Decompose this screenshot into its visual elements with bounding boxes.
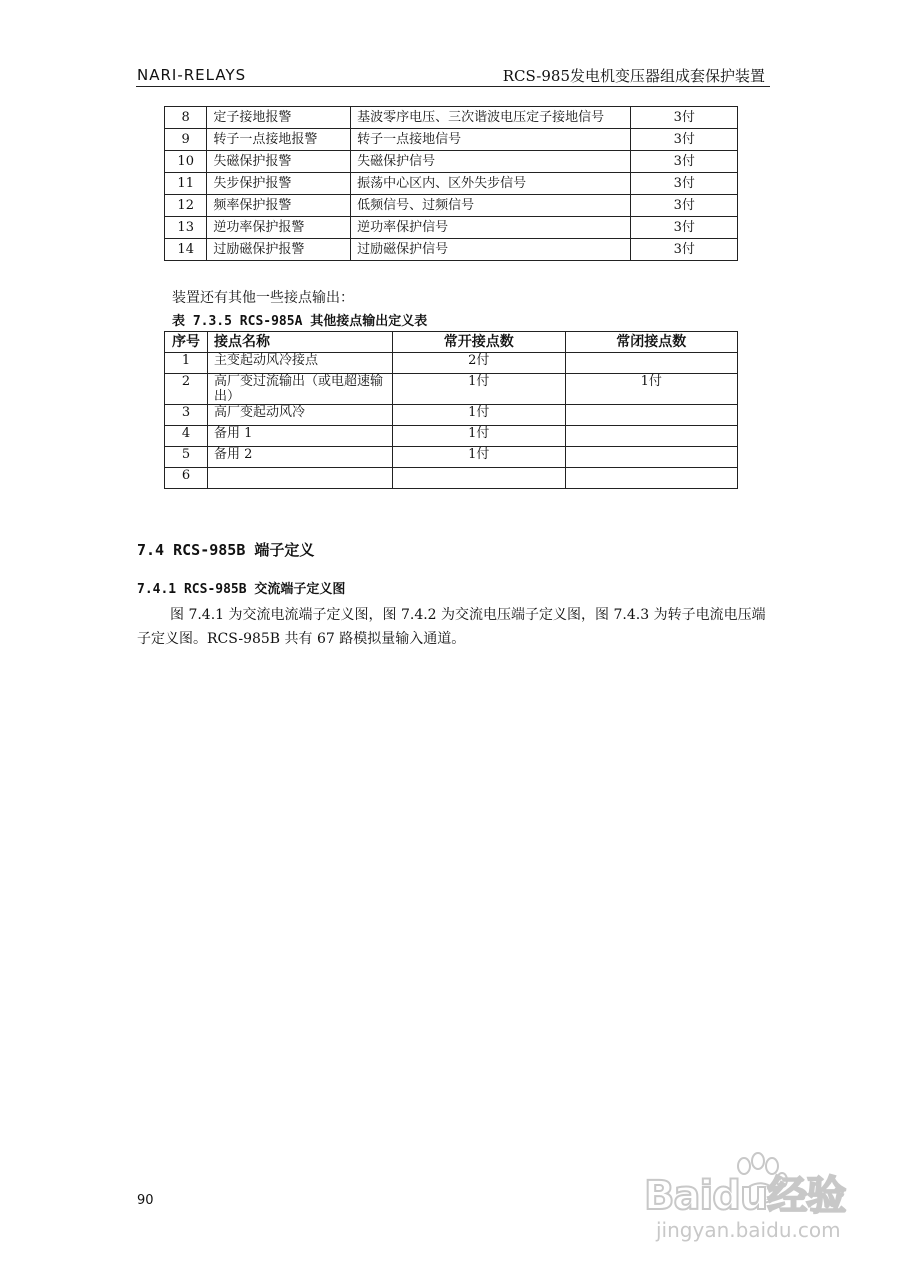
table-row — [165, 151, 738, 173]
table-cell — [565, 353, 738, 374]
table-cell: 10 — [165, 151, 207, 173]
table-cell: 失步保护报警 — [207, 173, 351, 195]
table-cell: 低频信号、过频信号 — [351, 195, 631, 217]
table-row — [165, 239, 738, 261]
table-cell: 逆功率保护报警 — [207, 217, 351, 239]
table-cell — [565, 405, 738, 426]
table-cell: 8 — [165, 107, 207, 129]
table-cell: 1付 — [393, 405, 566, 426]
table-row — [165, 129, 738, 151]
table-cell: 1付 — [393, 374, 566, 405]
body-paragraph: 图 7.4.1 为交流电流端子定义图，图 7.4.2 为交流电压端子定义图，图 7.4.3 为转子电流电压端子定义图。RCS-985B 共有 67 路模拟量输入通道。 — [137, 607, 766, 647]
table-row — [165, 107, 738, 129]
header-cell-normally-closed: 常闭接点数 — [565, 332, 738, 353]
table-cell: 3 — [165, 405, 208, 426]
table-cell: 3付 — [631, 107, 738, 129]
page-number: 90 — [137, 1193, 154, 1208]
watermark-brand: Baidu经验 — [644, 1173, 846, 1219]
table-cell: 振荡中心区内、区外失步信号 — [351, 173, 631, 195]
watermark-url: jingyan.baidu.com — [656, 1218, 841, 1242]
table-cell: 1 — [165, 353, 208, 374]
table-cell: 高厂变过流输出（或电超速输出） — [208, 374, 393, 405]
table-cell: 4 — [165, 426, 208, 447]
table-cell — [393, 468, 566, 489]
table-cell: 1付 — [393, 447, 566, 468]
table-cell: 3付 — [631, 129, 738, 151]
table-row — [165, 447, 738, 468]
baidu-jingyan-watermark — [640, 1150, 860, 1250]
section-heading: 7.4 RCS-985B 端子定义 — [137, 541, 315, 559]
table-cell: 9 — [165, 129, 207, 151]
table-cell: 过励磁保护报警 — [207, 239, 351, 261]
table-row — [165, 426, 738, 447]
other-contact-output-table — [164, 331, 738, 489]
table-cell: 转子一点接地信号 — [351, 129, 631, 151]
table-cell: 失磁保护报警 — [207, 151, 351, 173]
table-cell: 3付 — [631, 173, 738, 195]
table-cell: 逆功率保护信号 — [351, 217, 631, 239]
table-cell: 转子一点接地报警 — [207, 129, 351, 151]
table-cell: 过励磁保护信号 — [351, 239, 631, 261]
header-document-title: RCS-985发电机变压器组成套保护装置 — [502, 67, 765, 85]
table-row — [165, 353, 738, 374]
table-cell: 1付 — [565, 374, 738, 405]
table-header-row — [165, 332, 738, 353]
table-row — [165, 468, 738, 489]
table-cell: 2付 — [393, 353, 566, 374]
table-cell: 失磁保护信号 — [351, 151, 631, 173]
table-cell — [565, 468, 738, 489]
table-cell: 5 — [165, 447, 208, 468]
table-row — [165, 374, 738, 405]
table-cell: 3付 — [631, 195, 738, 217]
table-cell: 2 — [165, 374, 208, 405]
table-cell: 3付 — [631, 239, 738, 261]
table-cell: 备用 1 — [208, 426, 393, 447]
table-cell: 备用 2 — [208, 447, 393, 468]
table-row — [165, 173, 738, 195]
header-cell-index: 序号 — [165, 332, 208, 353]
subsection-heading: 7.4.1 RCS-985B 交流端子定义图 — [137, 582, 346, 597]
table-cell: 3付 — [631, 217, 738, 239]
header-brand: NARI-RELAYS — [137, 66, 247, 84]
table-cell: 定子接地报警 — [207, 107, 351, 129]
table-cell: 基波零序电压、三次谐波电压定子接地信号 — [351, 107, 631, 129]
table-cell — [208, 468, 393, 489]
table-row — [165, 195, 738, 217]
table-cell — [565, 447, 738, 468]
table-cell: 3付 — [631, 151, 738, 173]
alarm-output-table — [164, 106, 738, 261]
header-cell-contact-name: 接点名称 — [208, 332, 393, 353]
table-cell: 1付 — [393, 426, 566, 447]
table-cell: 12 — [165, 195, 207, 217]
table-cell: 14 — [165, 239, 207, 261]
table-cell: 13 — [165, 217, 207, 239]
header-divider — [136, 86, 770, 87]
table-cell: 高厂变起动风冷 — [208, 405, 393, 426]
table-row — [165, 217, 738, 239]
table-row — [165, 405, 738, 426]
table-cell: 频率保护报警 — [207, 195, 351, 217]
table-cell: 主变起动风冷接点 — [208, 353, 393, 374]
table-cell — [565, 426, 738, 447]
intro-text: 装置还有其他一些接点输出： — [172, 290, 354, 306]
header-cell-normally-open: 常开接点数 — [393, 332, 566, 353]
table-caption: 表 7.3.5 RCS-985A 其他接点输出定义表 — [172, 314, 428, 329]
table-cell: 11 — [165, 173, 207, 195]
table-cell: 6 — [165, 468, 208, 489]
